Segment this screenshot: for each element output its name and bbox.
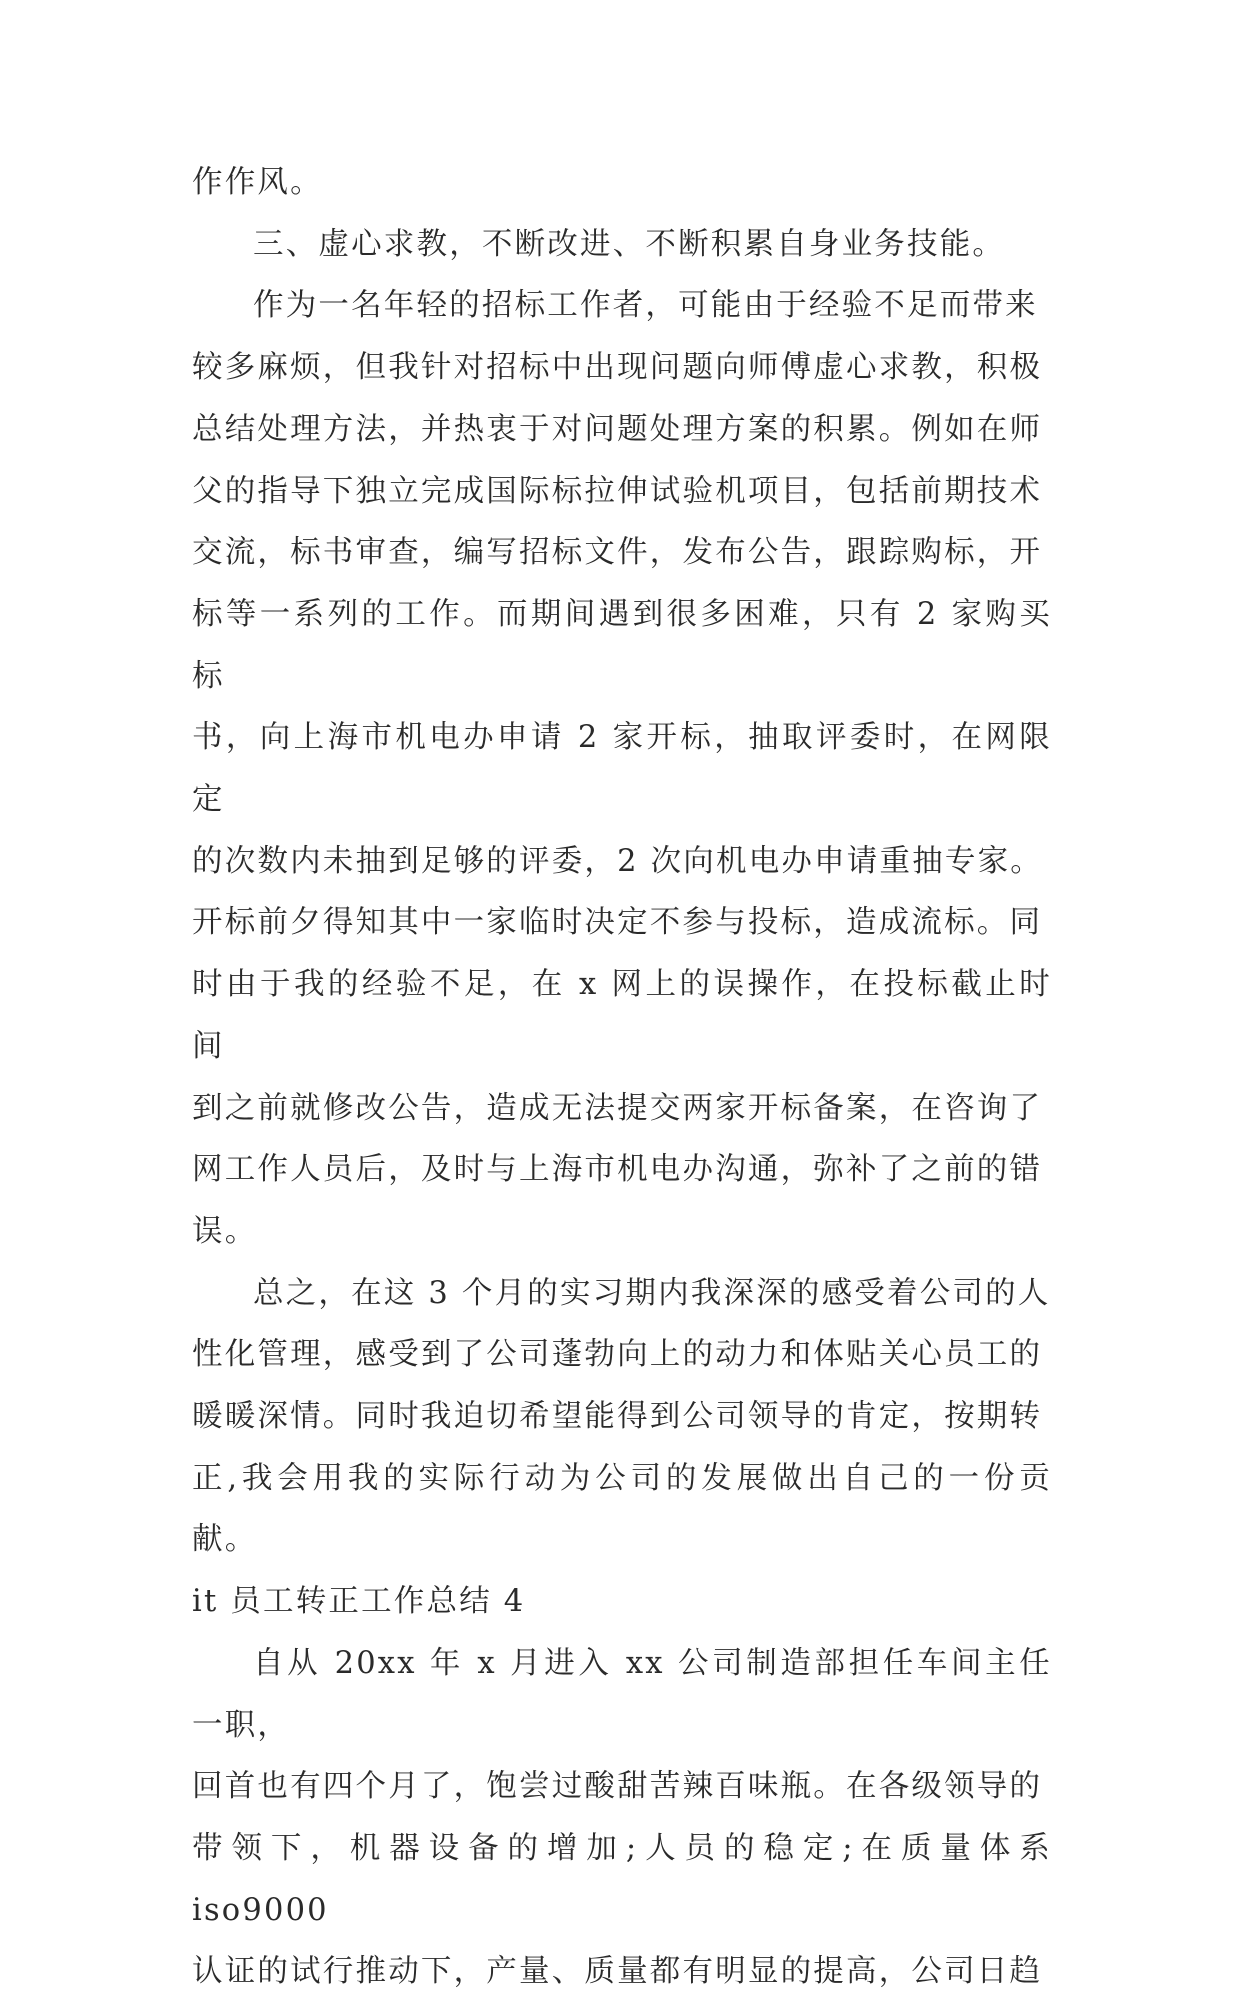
paragraph-work-style-end: 作作风。	[192, 165, 323, 200]
document-page	[192, 152, 1052, 2003]
section-title-summary-4: it 员工转正工作总结 4	[192, 1584, 526, 1620]
paragraph-bidding-experience: 作为一名年轻的招标工作者，可能由于经验不足而带来 较多麻烦，但我针对招标中出现问题向师傅虚心求教，积极 总结处理方法，并热衷于对问题处理方案的积累。例如在师 父的指导下独立完成国际标拉伸试验机项目，包括前期技术 交流，标书审查，编写招标文件，发布公告，跟踪购标，开 标等一系列的工作。而期间遇到很多困难，只有 2 家购买标 书，向上海市机电办申请 2 家开标，抽取评委时，在网限定 的次数内未抽到足够的评委，2 次向机电办申请重抽专家。 开标前夕得知其中一家临时决定不参与投标，造成流标。同 时由于我的经验不足，在 x 网上的误操作，在投标截止时间 到之前就修改公告，造成无法提交两家开标备案，在咨询了 网工作人员后，及时与上海市机电办沟通，弥补了之前的错 误。	[192, 288, 1052, 1249]
paragraph-summary-4-intro: 自从 20xx 年 x 月进入 xx 公司制造部担任车间主任一职， 回首也有四个月了，饱尝过酸甜苦辣百味瓶。在各级领导的 带领下，机器设备的增加;人员的稳定;在质量体系 iso9000 认证的试行推动下，产量、质量都有明显的提高，公司日趋	[192, 1645, 1052, 1990]
section-heading-three: 三、虚心求教，不断改进、不断积累自身业务技能。	[253, 226, 1006, 262]
paragraph-conclusion: 总之，在这 3 个月的实习期内我深深的感受着公司的人 性化管理，感受到了公司蓬勃向上的动力和体贴关心员工的 暖暖深情。同时我迫切希望能得到公司领导的肯定，按期转 正,我会用我的实际行动为公司的发展做出自己的一份贡献。	[192, 1275, 1052, 1558]
